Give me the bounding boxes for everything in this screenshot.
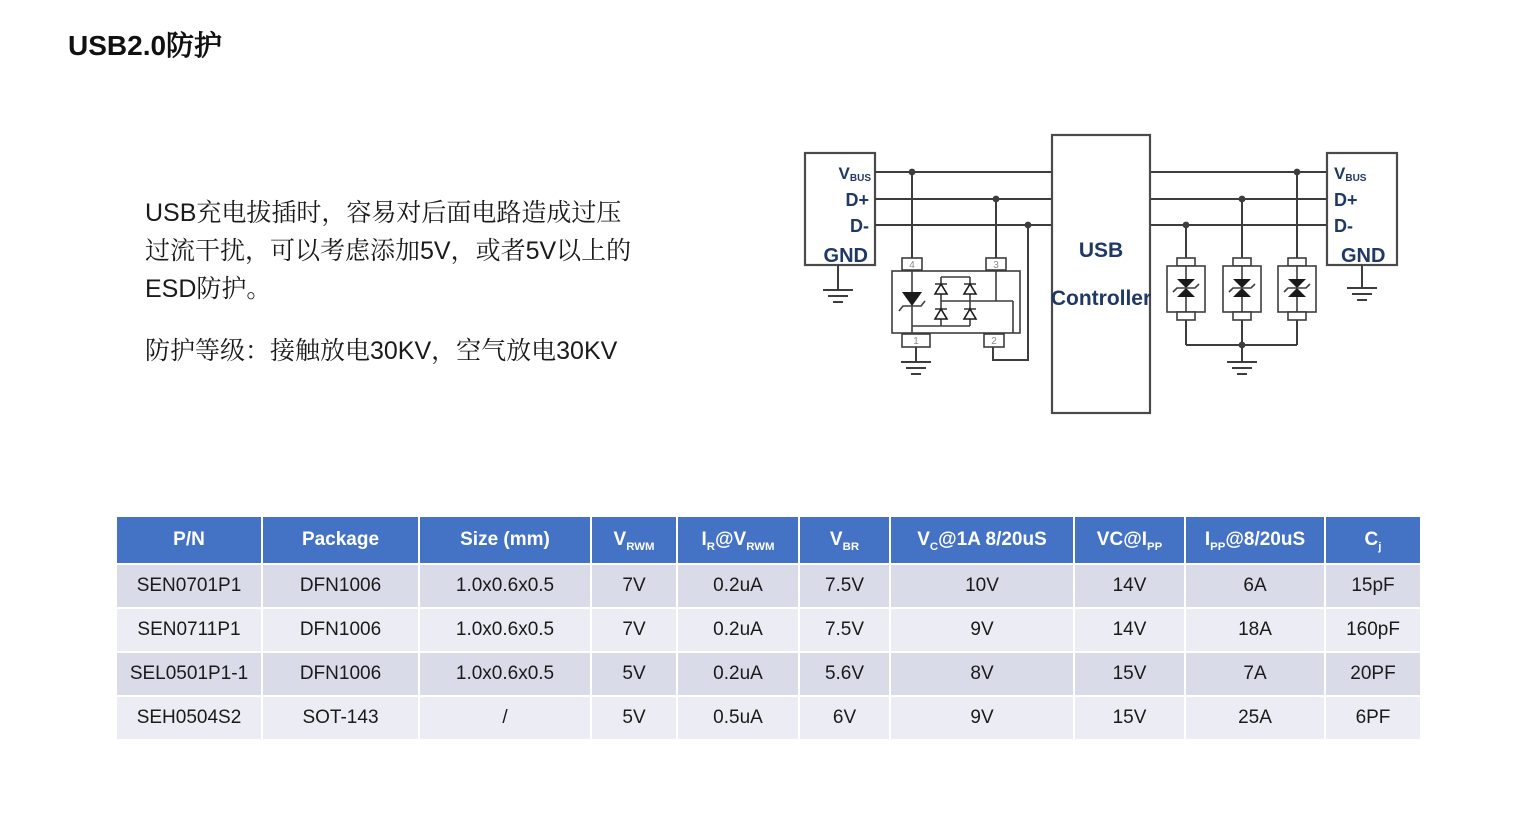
table-cell: SEH0504S2	[117, 695, 263, 739]
table-cell: SEL0501P1-1	[117, 651, 263, 695]
table-cell: 7.5V	[800, 607, 891, 651]
table-cell: 0.2uA	[678, 607, 800, 651]
table-cell: /	[420, 695, 592, 739]
header-subscript: PP	[1210, 540, 1226, 553]
header-subscript: C	[929, 540, 939, 553]
header-text: @V	[715, 529, 747, 550]
header-text: I	[701, 529, 707, 550]
header-text: Size (mm)	[460, 529, 550, 550]
table-cell: 5V	[592, 651, 678, 695]
page-title: USB2.0防护	[68, 30, 223, 61]
table-cell: 6A	[1186, 563, 1326, 607]
table-cell: 1.0x0.6x0.5	[420, 607, 592, 651]
usb-controller-label-2: Controller	[1050, 287, 1152, 310]
column-header	[263, 517, 420, 563]
usb-controller-box	[1052, 135, 1150, 413]
table-row	[117, 563, 1420, 607]
table-cell: 0.2uA	[678, 563, 800, 607]
dminus-label-right: D-	[1334, 216, 1353, 236]
table-cell: 20PF	[1326, 651, 1420, 695]
header-text: @1A 8/20uS	[938, 529, 1047, 550]
column-header	[1326, 517, 1420, 563]
header-subscript: PP	[1147, 540, 1163, 553]
column-header	[891, 517, 1075, 563]
tvs-top-wires	[1186, 172, 1297, 258]
header-subscript: RWM	[626, 540, 655, 553]
table-cell: 7V	[592, 607, 678, 651]
table-cell: 15V	[1075, 651, 1186, 695]
intro-line: ESD防护。	[145, 275, 272, 303]
table-cell: DFN1006	[263, 651, 420, 695]
table-row	[117, 607, 1420, 651]
table-cell: 8V	[891, 651, 1075, 695]
column-header	[592, 517, 678, 563]
table-cell: 5.6V	[800, 651, 891, 695]
header-text: V	[613, 529, 627, 550]
table-cell: DFN1006	[263, 607, 420, 651]
table-row	[117, 695, 1420, 739]
column-header	[117, 517, 263, 563]
header-text: @8/20uS	[1225, 529, 1306, 550]
esd-pin4-number: 4	[909, 260, 915, 271]
table-cell: 7A	[1186, 651, 1326, 695]
table-cell: 7.5V	[800, 563, 891, 607]
header-text: Package	[301, 529, 380, 550]
gnd-label-left: GND	[823, 245, 868, 267]
table-cell: 0.5uA	[678, 695, 800, 739]
column-header	[1075, 517, 1186, 563]
column-header	[678, 517, 800, 563]
vbus-label-left: VBUS	[838, 164, 871, 184]
usb-controller-label-1: USB	[1078, 239, 1124, 262]
vbus-label-right: VBUS	[1334, 164, 1367, 184]
dplus-label-right: D+	[1334, 190, 1358, 210]
table-cell: DFN1006	[263, 563, 420, 607]
table-cell: SEN0711P1	[117, 607, 263, 651]
table-cell: 15pF	[1326, 563, 1420, 607]
header-subscript: RWM	[746, 540, 775, 553]
table-cell: 14V	[1075, 607, 1186, 651]
table-cell: 0.2uA	[678, 651, 800, 695]
intro-text	[145, 194, 705, 370]
esd-pin1-number: 1	[913, 336, 919, 347]
header-subscript: BR	[842, 540, 860, 553]
table-cell: 160pF	[1326, 607, 1420, 651]
header-text: P/N	[173, 529, 205, 550]
header-text: V	[829, 529, 843, 550]
table-cell: 6PF	[1326, 695, 1420, 739]
table-cell: 1.0x0.6x0.5	[420, 651, 592, 695]
table-cell: SOT-143	[263, 695, 420, 739]
table-header-row	[117, 517, 1420, 563]
intro-line: 过流干扰，可以考虑添加5V，或者5V以上的	[145, 237, 632, 265]
esd-pin3-number: 3	[993, 260, 999, 271]
parts-table	[117, 517, 1420, 739]
table-cell: 9V	[891, 607, 1075, 651]
header-text: C	[1364, 529, 1379, 550]
header-subscript: R	[706, 540, 716, 553]
table-cell: 14V	[1075, 563, 1186, 607]
table-cell: 15V	[1075, 695, 1186, 739]
table-cell: 1.0x0.6x0.5	[420, 563, 592, 607]
table-cell: 10V	[891, 563, 1075, 607]
header-text: I	[1204, 529, 1211, 550]
column-header	[800, 517, 891, 563]
column-header	[420, 517, 592, 563]
table-row	[117, 651, 1420, 695]
dplus-label-left: D+	[845, 190, 869, 210]
tvs-diode	[1167, 258, 1205, 320]
table-cell: 6V	[800, 695, 891, 739]
table-cell: 18A	[1186, 607, 1326, 651]
table-cell: 9V	[891, 695, 1075, 739]
table-cell: 5V	[592, 695, 678, 739]
header-subscript: j	[1378, 540, 1382, 553]
header-text: VC@I	[1096, 529, 1147, 550]
column-header	[1186, 517, 1326, 563]
tvs-bottom-rail	[1186, 320, 1297, 345]
table-cell: 7V	[592, 563, 678, 607]
table-cell: SEN0701P1	[117, 563, 263, 607]
esd-pin2-number: 2	[991, 336, 997, 347]
table-cell: 25A	[1186, 695, 1326, 739]
tvs-diode	[1223, 258, 1261, 320]
protection-level-text: 防护等级：接触放电30KV，空气放电30KV	[145, 337, 618, 365]
gnd-label-right: GND	[1341, 245, 1386, 267]
tvs-diode	[1278, 258, 1316, 320]
dminus-label-left: D-	[850, 216, 869, 236]
intro-line: USB充电拔插时，容易对后面电路造成过压	[145, 199, 622, 227]
header-text: V	[917, 529, 930, 550]
circuit-diagram	[780, 120, 1440, 440]
